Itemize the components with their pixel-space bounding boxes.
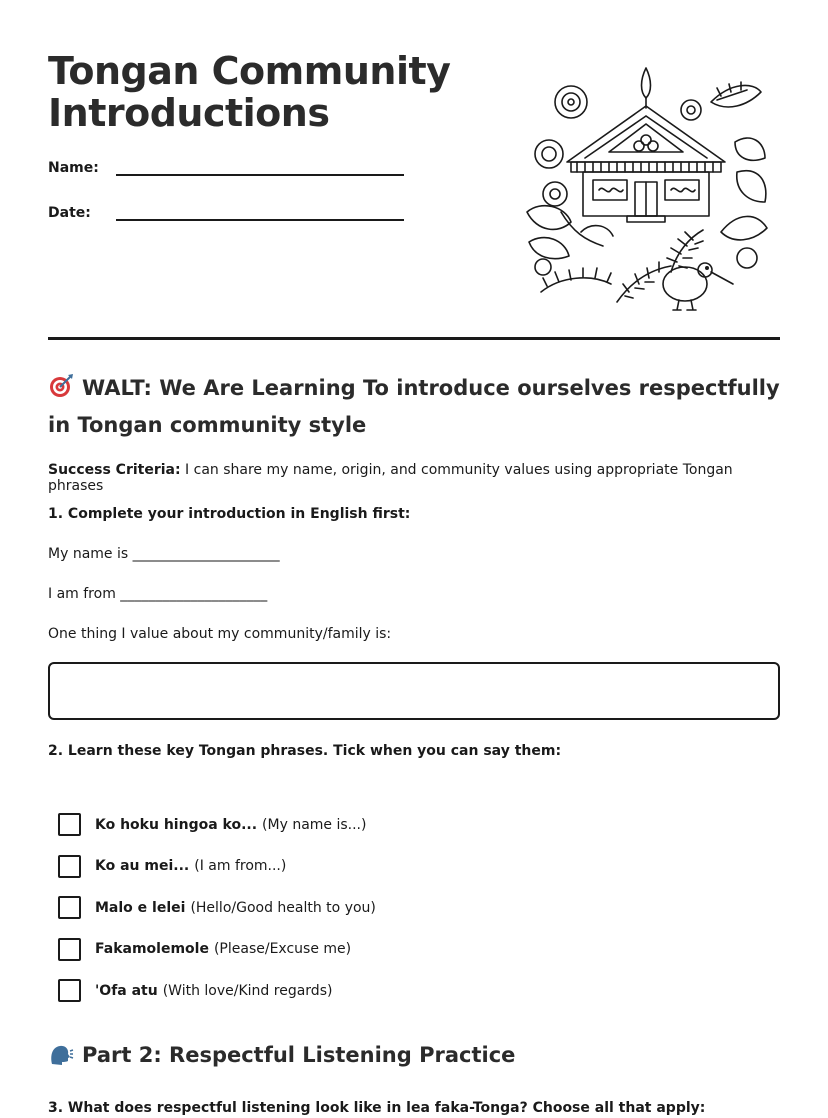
phrase-checkbox[interactable] (58, 938, 81, 961)
phrase-english: (Hello/Good health to you) (190, 899, 376, 916)
phrase-english: (I am from...) (194, 858, 287, 875)
title-line-2: Introductions (48, 91, 330, 135)
speaking-head-icon (48, 1042, 74, 1068)
header-divider (48, 337, 780, 340)
walt-text: WALT: We Are Learning To introduce ourselves respectfully in Tongan community style (48, 376, 780, 437)
i-am-from-prompt[interactable]: I am from _____________________ (48, 586, 268, 602)
date-write-line[interactable] (116, 205, 404, 221)
phrase-tongan: Ko hoku hingoa ko... (95, 816, 258, 833)
phrase-tongan: Malo e lelei (95, 899, 186, 916)
name-field-row (48, 160, 404, 176)
phrase-checklist (58, 804, 758, 1012)
value-answer-box[interactable] (48, 662, 780, 720)
phrase-checkbox[interactable] (58, 813, 81, 836)
question-3: 3. What does respectful listening look like in lea faka-Tonga? Choose all that apply: (48, 1100, 706, 1116)
phrase-item (58, 846, 758, 888)
value-prompt: One thing I value about my community/family is: (48, 626, 392, 642)
question-2: 2. Learn these key Tongan phrases. Tick when you can say them: (48, 743, 562, 759)
phrase-item (58, 970, 758, 1012)
phrase-checkbox[interactable] (58, 979, 81, 1002)
target-icon (48, 373, 74, 399)
my-name-prompt[interactable]: My name is _____________________ (48, 546, 280, 562)
success-criteria-text: I can share my name, origin, and community values using appropriate Tongan phrases (48, 462, 733, 494)
phrase-tongan: Ko au mei... (95, 858, 190, 875)
phrase-item (58, 804, 758, 846)
phrase-english: (Please/Excuse me) (213, 941, 352, 958)
phrase-english: (With love/Kind regards) (162, 982, 333, 999)
phrase-checkbox[interactable] (58, 896, 81, 919)
phrase-tongan: Fakamolemole (95, 941, 209, 958)
name-label: Name: (48, 160, 99, 176)
phrase-tongan: 'Ofa atu (95, 982, 158, 999)
worksheet-header (48, 50, 780, 320)
phrase-english: (My name is...) (262, 816, 367, 833)
fale-kiwi-illustration (521, 62, 771, 312)
phrase-item (58, 929, 758, 971)
success-criteria-label: Success Criteria: (48, 462, 181, 478)
walt-heading (48, 370, 788, 444)
phrase-item (58, 887, 758, 929)
worksheet-title (48, 50, 468, 134)
date-label: Date: (48, 205, 91, 221)
title-line-1: Tongan Community (48, 49, 451, 93)
part-2-heading (48, 1042, 515, 1068)
name-write-line[interactable] (116, 160, 404, 176)
success-criteria (48, 462, 788, 494)
date-field-row (48, 205, 404, 221)
phrase-checkbox[interactable] (58, 855, 81, 878)
question-1: 1. Complete your introduction in English first: (48, 506, 411, 522)
part-2-text: Part 2: Respectful Listening Practice (82, 1043, 516, 1067)
